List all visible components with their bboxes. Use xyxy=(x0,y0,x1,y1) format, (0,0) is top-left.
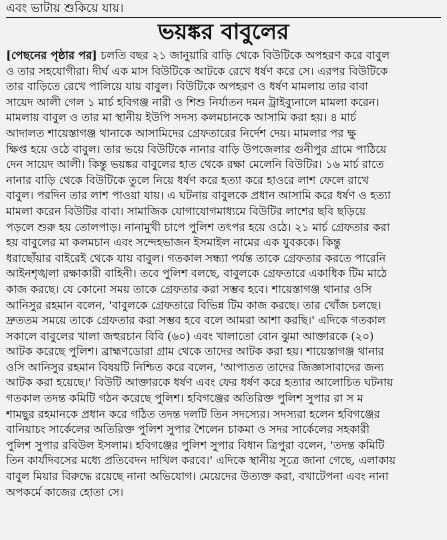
article-line xyxy=(6,266,441,282)
article-line-text: বানিয়াচং সার্কেলের অতিরিক্ত পুলিশ সুপার শৈলেন চাকমা ও সদর সার্কেলের সহকারী xyxy=(6,423,370,437)
article-headline: ভয়ঙ্কর বাবুলের xyxy=(157,20,290,45)
article-line-text: গতকাল তদন্ত কমিটি গঠন করেছে পুলিশ। হবিগঞ্জের অতিরিক্ত পুলিশ সুপার রা স ম xyxy=(6,392,364,406)
article-line xyxy=(6,375,441,391)
article-line xyxy=(6,188,441,204)
article-line xyxy=(6,313,441,329)
article-line xyxy=(6,110,441,126)
article-line xyxy=(6,453,441,469)
article-line-text: আটক করা হয়েছে।' বিউটি আক্তারকে ধর্ষণ এবং ফের ধর্ষণ করে হত্যার আলোচিত ঘটনায় xyxy=(6,376,394,390)
article-line-text: আনিসুর রহমান বলেন, 'বাবুলকে গ্রেফতারে বিভিন্ন টিম কাজ করছে। তার খোঁজ চলছে। xyxy=(6,298,382,312)
article-line xyxy=(6,438,441,454)
article-line xyxy=(6,422,441,438)
article-line-text: সকালে বাবুলের খালা জহুরচান বিবি (৬০) এবং খালাতো বোন ঝুমা আক্তারকে (২০) xyxy=(6,329,374,343)
article-line-text: মামলায় বাবুল ও তার মা স্থানীয় ইউপি সদস্য কলমচানকে আসামি করা হয়। ৪ মার্চ xyxy=(6,111,357,125)
article-line-text: নানার বাড়ি থেকে বিউটিকে তুলে নিয়ে ধর্ষণ করে হত্যা করে হাওরে লাশ ফেলে রাখে xyxy=(6,173,369,187)
previous-article-tail: এবং ভাটায় শুকিয়ে যায়। xyxy=(6,1,124,15)
article-line xyxy=(6,126,441,142)
article-line xyxy=(6,251,441,267)
article-line xyxy=(6,469,441,485)
article-line-text: তিন কার্যদিবসের মধ্যে প্রতিবেদন দাখিল করবে।' এদিকে স্থানীয় সূত্রে জানা গেছে, এলাকায় xyxy=(6,454,396,468)
article-line-text: অপকর্মে কাজের হোতা সে। xyxy=(6,485,124,499)
article-line-text: ওসি আনিসুর রহমান বিষয়টি নিশ্চিত করে বলেন, 'আপাতত তাদের জিজ্ঞাসাবাদের জন্য xyxy=(6,360,384,374)
article-line-text: তার বাড়িতে রেখে পালিয়ে যায় বাবুল। বিউটিকে অপহরণ ও ধর্ষণ মামলায় তার বাবা xyxy=(6,80,369,94)
article-line-text: কাজ করছে। যে কোনো সময় তাকে গ্রেফতার করা সম্ভব হবে। শায়েস্তাগঞ্জ থানার ওসি xyxy=(6,282,372,296)
article-line-text: পড়লে শুরু হয় তোলপাড়। নানামুখী চাপে পুলিশ তৎপর হয়ে ওঠে। ২১ মার্চ গ্রেফতার করা xyxy=(6,220,390,234)
article-line xyxy=(6,485,441,501)
article-line xyxy=(6,344,441,360)
article-line xyxy=(6,220,441,236)
article-line xyxy=(6,48,441,64)
article-line xyxy=(6,282,441,298)
article-line xyxy=(6,64,441,80)
article-line-text: ক্ষিপ্ত হয়ে ওঠে বাবুল। তার ভয়ে বিউটিকে নানার বাড়ি উপজেলার গুনীপুর গ্রামে পাঠিয়ে xyxy=(6,142,387,156)
article-line-text: ধরাছোঁয়ার বাইরেই থেকে যায় বাবুল। গতকাল সন্ধ্যা পর্যন্ত তাকে গ্রেফতার করতে পারেনি xyxy=(6,251,386,265)
article-line-text: চলতি বছর ২১ জানুয়ারি বাড়ি থেকে বিউটিকে অপহরণ করে বাবুল xyxy=(97,49,390,62)
article-line xyxy=(6,204,441,220)
article-line xyxy=(6,391,441,407)
article-line-text: হয় বাবুলের মা কলমচান এবং সন্দেহভাজন ইসমাইল নামের এক যুবককে। কিন্তু xyxy=(6,236,341,250)
article-line-text: শামছুর রহমানকে প্রধান করে গঠিত তদন্ত দলটি তিন সদস্যের। সদস্যরা হলেন হবিগঞ্জের xyxy=(6,407,381,421)
article-line xyxy=(6,173,441,189)
article-line-text: দেন সায়েদ আলী। কিন্তু ভয়ঙ্কর বাবুলের হাত থেকে রক্ষা মেলেনি বিউটির। ১৬ মার্চ রাতে xyxy=(6,158,385,172)
article-line-text: আইনশৃঙ্খলা রক্ষাকারী বাহিনী। তবে পুলিশ বলছে, বাবুলকে গ্রেফতারে একাধিক টিম মাঠে xyxy=(6,267,387,281)
article-line-text: সায়েদ আলী গেল ১ মার্চ হবিগঞ্জ নারী ও শিশু নির্যাতন দমন ট্রাইব্যুনালে মামলা করেন। xyxy=(6,95,380,109)
article-line xyxy=(6,329,441,345)
article-line xyxy=(6,407,441,423)
article-body xyxy=(6,48,441,500)
article-line-text: আদালত শায়েস্তাগঞ্জ থানাকে আসামিদের গ্রেফতারের নির্দেশ দেয়। মামলার পর ক্ষু xyxy=(6,126,357,140)
article-line xyxy=(6,298,441,314)
continued-from-label: [পেছনের পৃষ্ঠার পর] xyxy=(6,49,98,62)
article-line xyxy=(6,142,441,158)
article-line-text: আটক করেছে পুলিশ। ব্রাহ্মণডোরা গ্রাম থেকে তাদের আটক করা হয়। শায়েস্তাগঞ্জ থানার xyxy=(6,345,385,359)
article-line-text: দ্রুততম সময়ে তাকে গ্রেফতার করা সম্ভব হবে বলে আমরা আশা করছি।' এদিকে গতকাল xyxy=(6,314,386,328)
article-line-text: মামলা করেন বিউটির বাবা। সামাজিক যোগাযোগমাধ্যমে বিউটির লাশের ছবি ছড়িয়ে xyxy=(6,204,366,218)
article-line xyxy=(6,235,441,251)
article-line-text: বাবুল মিয়ার বিরুদ্ধে রয়েছে নানা অভিযোগ। মেয়েদের উত্যক্ত করা, বখাটেপনা এবং নানা xyxy=(6,470,389,484)
article-line-text: বাবুল। পরদিন তার লাশ পাওয়া যায়। এ ঘটনায় বাবুলকে প্রধান আসামি করে ধর্ষণ ও হত্যা xyxy=(6,189,391,203)
article-line-text: পুলিশ সুপার রবিউল ইসলাম। হবিগঞ্জের পুলিশ সুপার বিধান ত্রিপুরা বলেন, 'তদন্ত কমিটি xyxy=(6,438,385,452)
article-line-text: ও তার সহযোগীরা। দীর্ঘ এক মাস বিউটিকে আটকে রেখে ধর্ষণ করে সে। এরপর বিউটিকে xyxy=(6,64,388,78)
article-line xyxy=(6,79,441,95)
article-line xyxy=(6,95,441,111)
article-line xyxy=(6,157,441,173)
article-line xyxy=(6,360,441,376)
